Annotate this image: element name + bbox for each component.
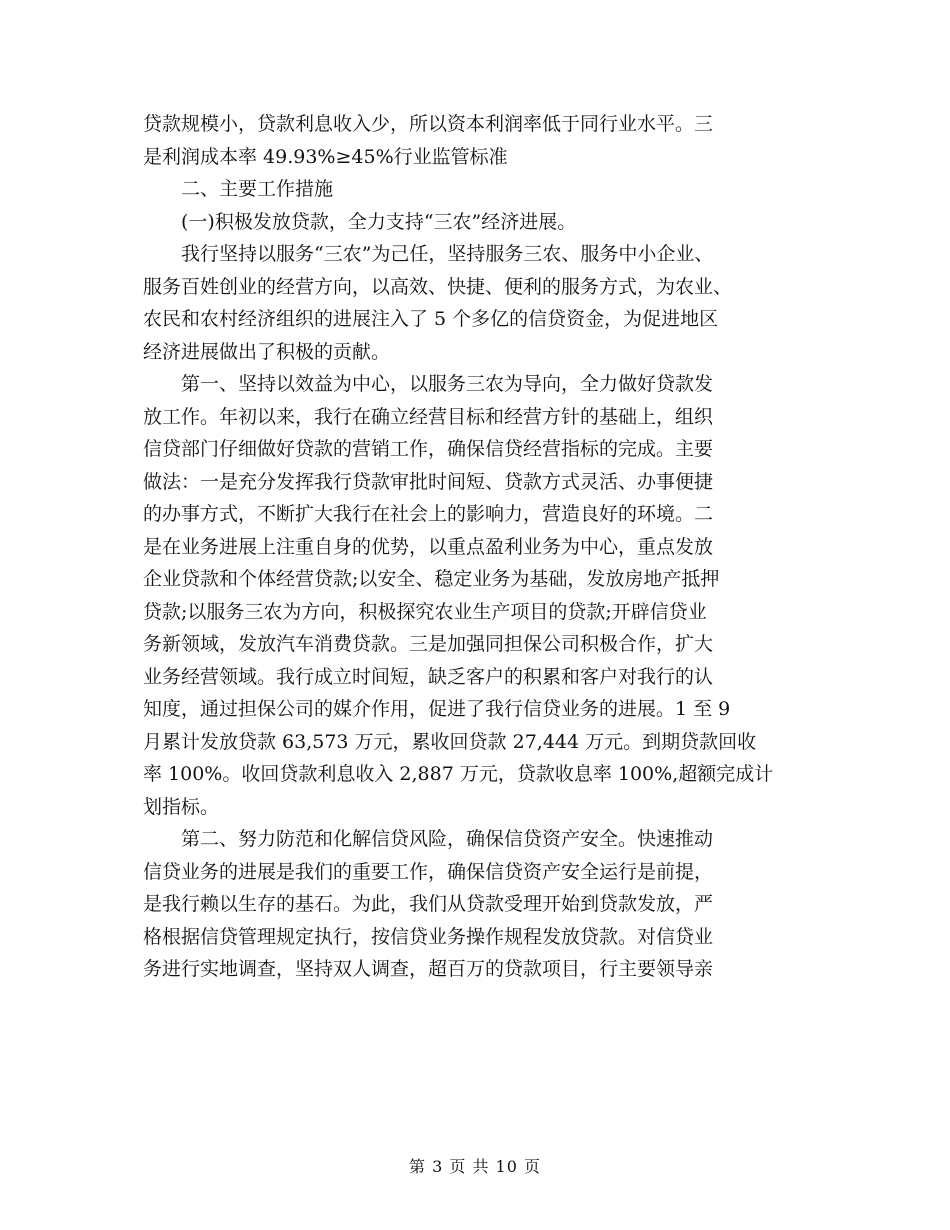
text-line: 是利润成本率 49.93%≥45%行业监管标准 [143, 145, 508, 168]
text-line: 企业贷款和个体经营贷款;以安全、稳定业务为基础，发放房地产抵押 [143, 568, 720, 590]
text-line: 划指标。 [143, 795, 220, 818]
text-line: 二、主要工作措施 [181, 178, 334, 200]
text-line: 做法：一是充分发挥我行贷款审批时间短、贷款方式灵活、办事便捷 [143, 470, 714, 493]
text-line: 信贷部门仔细做好贷款的营销工作，确保信贷经营指标的完成。主要 [143, 438, 714, 460]
text-line: 率 100%。收回贷款利息收入 2,887 万元，贷款收息率 100%,超额完成计 [143, 763, 774, 785]
text-line: 是在业务进展上注重自身的优势，以重点盈利业务为中心，重点发放 [143, 535, 714, 558]
text-line: (一)积极发放贷款，全力支持“三农”经济进展。 [181, 210, 577, 233]
text-line: 第一、坚持以效益为中心，以服务三农为导向，全力做好贷款发 [181, 373, 714, 395]
text-line: 放工作。年初以来，我行在确立经营目标和经营方针的基础上，组织 [143, 405, 714, 428]
page-number-footer: 第 3 页 共 10 页 [409, 1157, 541, 1176]
text-line: 格根据信贷管理规定执行，按信贷业务操作规程发放贷款。对信贷业 [143, 925, 714, 948]
text-line: 是我行赖以生存的基石。为此，我们从贷款受理开始到贷款发放，严 [143, 893, 714, 915]
text-line: 贷款;以服务三农为方向，积极探究农业生产项目的贷款;开辟信贷业 [143, 600, 707, 623]
text-line: 知度，通过担保公司的媒介作用，促进了我行信贷业务的进展。1 至 9 [143, 698, 731, 720]
text-line: 业务经营领域。我行成立时间短，缺乏客户的积累和客户对我行的认 [143, 665, 714, 688]
text-line: 月累计发放贷款 63,573 万元，累收回贷款 27,444 万元。到期贷款回收 [143, 730, 757, 753]
text-line: 贷款规模小，贷款利息收入少，所以资本利润率低于同行业水平。三 [143, 113, 714, 135]
text-line: 服务百姓创业的经营方向，以高效、快捷、便利的服务方式，为农业、 [143, 275, 733, 298]
text-line: 农民和农村经济组织的进展注入了 5 个多亿的信贷资金，为促进地区 [143, 308, 719, 330]
text-line: 经济进展做出了积极的贡献。 [143, 340, 391, 363]
document-body [143, 108, 808, 986]
text-line: 务新领域，发放汽车消费贷款。三是加强同担保公司积极合作，扩大 [143, 633, 714, 655]
text-line: 信贷业务的进展是我们的重要工作，确保信贷资产安全运行是前提， [143, 860, 714, 883]
text-line: 务进行实地调查，坚持双人调查，超百万的贷款项目，行主要领导亲 [143, 958, 714, 980]
text-line: 的办事方式，不断扩大我行在社会上的影响力，营造良好的环境。二 [143, 503, 714, 525]
text-line: 第二、努力防范和化解信贷风险，确保信贷资产安全。快速推动 [181, 828, 714, 850]
text-line: 我行坚持以服务“三农”为己任，坚持服务三农、服务中小企业、 [181, 243, 714, 265]
